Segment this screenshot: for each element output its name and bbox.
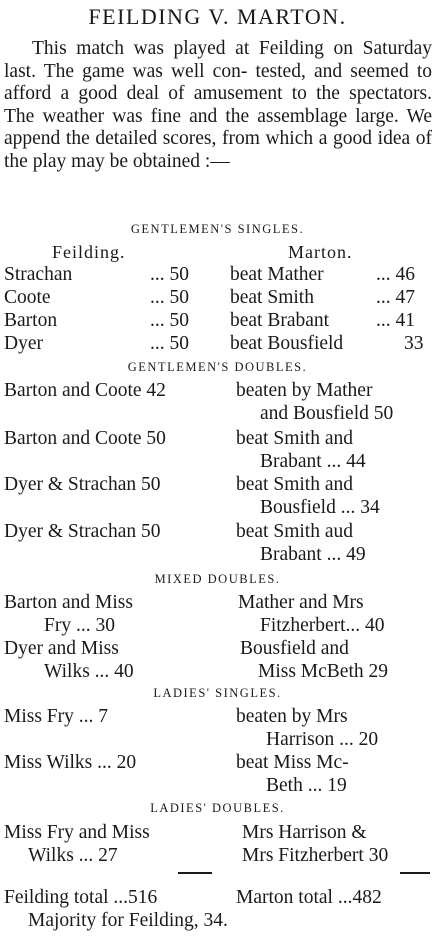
- score-row: [4, 845, 432, 868]
- pair-right: Mrs Fitzherbert 30: [242, 845, 389, 866]
- pair-right: Miss McBeth 29: [258, 661, 389, 682]
- majority-text: Majority for Feilding, 34.: [28, 910, 228, 931]
- score-row: [4, 380, 432, 403]
- totals-row: [4, 887, 432, 910]
- intro-line: This match was played at Feilding on: [32, 38, 354, 59]
- score-right: ... 47: [376, 287, 415, 308]
- score-row: [4, 428, 432, 451]
- score-right: ... 41: [376, 310, 415, 331]
- section-heading-gents-doubles: GENTLEMEN'S DOUBLES.: [127, 360, 308, 374]
- pair-right: Bousfield ... 34: [260, 497, 380, 518]
- section-heading-ladies-doubles: LADIES' DOUBLES.: [150, 801, 285, 815]
- pair-left: Barton and Miss: [4, 592, 133, 613]
- score-row: [4, 729, 432, 752]
- pair-left: Wilks ... 27: [28, 845, 118, 866]
- pair-left: Dyer & Strachan 50: [4, 521, 161, 542]
- score-row: [4, 474, 432, 497]
- score-row: [4, 638, 432, 661]
- pair-right: Mrs Harrison &: [242, 822, 367, 843]
- pair-left: Miss Fry and Miss: [4, 822, 150, 843]
- player-left: Coote: [4, 287, 51, 308]
- score-row: [4, 333, 432, 356]
- score-row: [4, 592, 432, 615]
- score-right: 33: [404, 333, 424, 354]
- score-left: ... 50: [150, 333, 189, 354]
- intro-line: tested, and seemed to afford a good deal: [4, 60, 433, 105]
- pair-right: beat Smith and: [236, 474, 353, 495]
- player-left: Dyer: [4, 333, 43, 354]
- pair-left: Fry ... 30: [44, 615, 115, 636]
- player-left: Miss Wilks ... 20: [4, 752, 137, 773]
- marton-total: Marton total ...482: [236, 887, 382, 908]
- total-rule-left: [178, 872, 212, 874]
- player-right: Beth ... 19: [266, 775, 347, 796]
- score-row: [4, 822, 432, 845]
- score-left: ... 50: [150, 264, 189, 285]
- majority-row: [4, 910, 432, 933]
- total-rule-right: [400, 872, 430, 874]
- player-right: beaten by Mrs: [236, 706, 348, 727]
- score-row: [4, 706, 432, 729]
- pair-right: Bousfield and: [240, 638, 349, 659]
- pair-left: Wilks ... 40: [44, 661, 134, 682]
- pair-right: beaten by Mather: [236, 380, 373, 401]
- score-row: [4, 287, 432, 310]
- score-row: [4, 497, 432, 520]
- section-heading-mixed-doubles: MIXED DOUBLES.: [154, 572, 281, 586]
- intro-line: be obtained :—: [109, 150, 230, 172]
- player-right: beat Smith: [230, 287, 314, 308]
- article-title: FEILDING V. MARTON.: [88, 4, 347, 29]
- pair-right: Fitzherbert... 40: [260, 615, 385, 636]
- player-right: beat Mather: [230, 264, 324, 285]
- section-heading-ladies-singles: LADIES' SINGLES.: [153, 686, 282, 700]
- pair-right: Brabant ... 49: [260, 544, 366, 565]
- intro-line: from which a good idea of the play may: [4, 128, 432, 172]
- intro-line: large. We append the detailed scores,: [4, 105, 433, 150]
- pair-right: Mather and Mrs: [238, 592, 364, 613]
- score-row: [4, 775, 432, 798]
- player-left: Barton: [4, 310, 58, 331]
- column-heading-marton: Marton.: [288, 242, 353, 262]
- score-row: [4, 451, 432, 474]
- score-row: [4, 544, 432, 567]
- player-right: beat Miss Mc-: [236, 752, 349, 773]
- intro-paragraph: [4, 38, 432, 174]
- pair-right: beat Smith and: [236, 428, 353, 449]
- pair-right: and Bousfield 50: [260, 403, 394, 424]
- score-row: [4, 310, 432, 333]
- pair-left: Dyer & Strachan 50: [4, 474, 161, 495]
- intro-line: Saturday last. The game was well con-: [4, 38, 432, 82]
- column-heading-feilding: Feilding.: [52, 242, 126, 262]
- pair-left: Dyer and Miss: [4, 638, 119, 659]
- score-row: [4, 615, 432, 638]
- pair-left: Barton and Coote 42: [4, 380, 166, 401]
- player-left: Miss Fry ... 7: [4, 706, 109, 727]
- player-left: Strachan: [4, 264, 73, 285]
- score-left: ... 50: [150, 287, 189, 308]
- score-left: ... 50: [150, 310, 189, 331]
- feilding-total: Feilding total ...516: [4, 887, 158, 908]
- score-row: [4, 403, 432, 426]
- score-right: ... 46: [376, 264, 415, 285]
- player-right: beat Brabant: [230, 310, 330, 331]
- score-row: [4, 264, 432, 287]
- section-heading-gents-singles: GENTLEMEN'S SINGLES.: [130, 222, 305, 236]
- player-right: beat Bousfield: [230, 333, 344, 354]
- score-row: [4, 661, 432, 684]
- pair-left: Barton and Coote 50: [4, 428, 166, 449]
- intro-line: weather was fine and the assemblage: [42, 105, 348, 127]
- pair-right: beat Smith aud: [236, 521, 353, 542]
- player-right: Harrison ... 20: [266, 729, 379, 750]
- score-row: [4, 521, 432, 544]
- score-row: [4, 752, 432, 775]
- intro-line: of amusement to the spectators. The: [4, 83, 433, 127]
- pair-right: Brabant ... 44: [260, 451, 366, 472]
